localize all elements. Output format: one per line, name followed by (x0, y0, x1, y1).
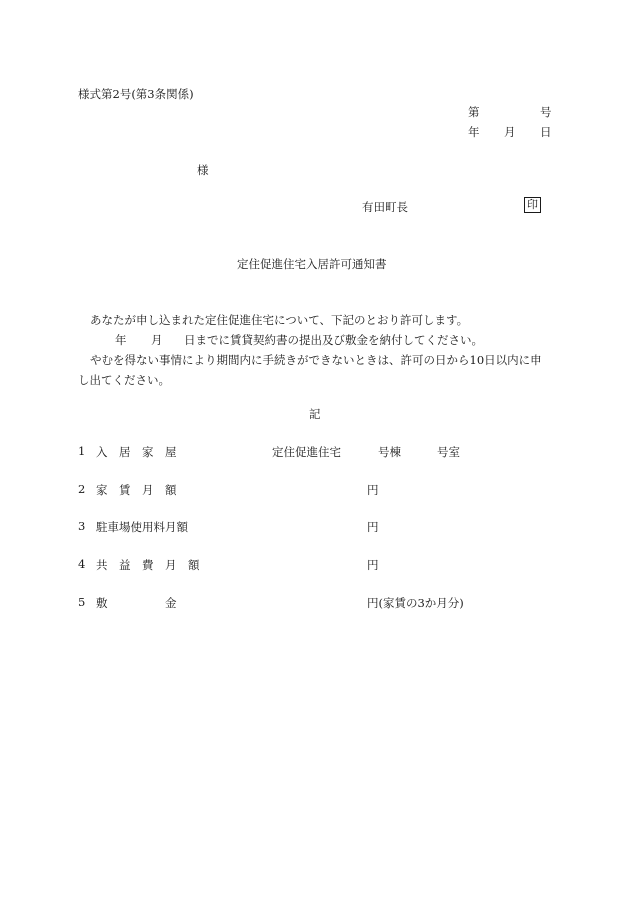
item-1-value: 定住促進住宅 (272, 445, 341, 459)
item-1-label: 入 居 家 屋 (96, 445, 177, 459)
item-4-number: 4 (78, 557, 86, 571)
item-5-unit: 円(家賃の3か月分) (367, 596, 464, 610)
date-day: 日 (540, 125, 552, 139)
date-year: 年 (468, 125, 480, 139)
item-2-number: 2 (78, 482, 86, 496)
record-heading: 記 (309, 407, 321, 421)
document-title: 定住促進住宅入居許可通知書 (237, 257, 387, 271)
body-para2-month: 月 (151, 333, 163, 347)
body-paragraph-1: あなたが申し込まれた定住促進住宅について、下記のとおり許可します。 (90, 313, 469, 327)
addressee-honorific: 様 (197, 163, 209, 177)
number-prefix: 第 (468, 105, 480, 119)
issuer-title: 有田町長 (362, 200, 408, 214)
item-1-number: 1 (78, 444, 86, 458)
body-paragraph-3-line1: やむを得ない事情により期間内に手続きができないときは、許可の日から10日以内に申 (90, 353, 542, 367)
item-1-unit-building: 号棟 (378, 445, 401, 459)
item-2-unit: 円 (367, 483, 379, 497)
form-label: 様式第2号(第3条関係) (78, 87, 194, 101)
item-5-number: 5 (78, 595, 86, 609)
item-3-label: 駐車場使用料月額 (96, 520, 188, 534)
body-paragraph-3-line2: し出てください。 (78, 373, 170, 387)
item-5-label: 敷 金 (96, 596, 177, 610)
seal-label: 印 (524, 197, 541, 213)
item-1-unit-room: 号室 (437, 445, 460, 459)
date-month: 月 (504, 125, 516, 139)
item-3-unit: 円 (367, 520, 379, 534)
seal-stamp (524, 197, 541, 213)
body-para2-rest: 日までに賃貸契約書の提出及び敷金を納付してください。 (184, 333, 483, 347)
item-3-number: 3 (78, 519, 86, 533)
item-2-label: 家 賃 月 額 (96, 483, 177, 497)
item-4-label: 共 益 費 月 額 (96, 558, 200, 572)
number-suffix: 号 (540, 105, 552, 119)
body-para2-year: 年 (115, 333, 127, 347)
item-4-unit: 円 (367, 558, 379, 572)
